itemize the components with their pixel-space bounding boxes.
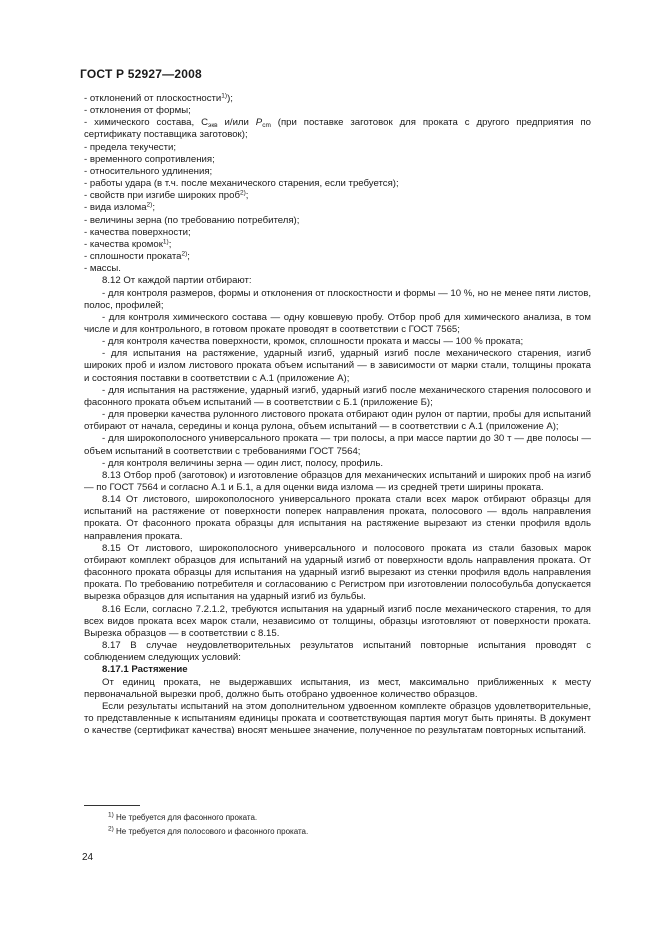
list-item: - для контроля размеров, формы и отклонения от плоскостности и формы — 10 %, но не менее пяти листов, полос, профилей; bbox=[84, 287, 591, 311]
section-heading: 8.17.1 Растяжение bbox=[102, 664, 188, 676]
list-item: - качества поверхности; bbox=[84, 226, 191, 238]
list-item: - для контроля качества поверхности, кромок, сплошности проката и массы — 100 % проката; bbox=[102, 336, 524, 348]
list-item: - временного сопротивления; bbox=[84, 153, 215, 165]
list-item: - работы удара (в т.ч. после механического старения, если требуется); bbox=[84, 178, 399, 190]
para-8-15: 8.15 От листового, широкополосного универсального и полосового проката из стали базовых марок отбирают комплект образцов для испытаний на ударный изгиб от поверхности вдоль направления проката. От фасонного проката образцы для испытания на ударный изгиб вырезают из стенки профиля вдоль направления проката. По требованию потребителя и согласованию с Регистром при изготовлении полособульба допускается вырезка образцов для испытания на ударный изгиб из бульбы. bbox=[84, 542, 591, 603]
list-item: - отклонений от плоскостности$^{1)}$); bbox=[84, 92, 233, 104]
list-item: - для широкополосного универсального проката — три полосы, а при массе партии до 30 т — две полосы — объем испытаний в соответствии с требованиями ГОСТ 7564; bbox=[84, 433, 591, 457]
footnote-2: $^{2)}$ Не требуется для полосового и фасонного проката. bbox=[108, 825, 309, 836]
footnote-divider bbox=[84, 805, 140, 806]
list-item: - для контроля химического состава — одну ковшевую пробу. Отбор проб для химического анализа, в том числе и для контрольного, в готовом прокате проводят в соответствии с ГОСТ 7565; bbox=[84, 311, 591, 335]
para-8-12: 8.12 От каждой партии отбирают: bbox=[102, 275, 252, 287]
para-8-16: 8.16 Если, согласно 7.2.1.2, требуются испытания на ударный изгиб после механического старения, то для всех видов проката всех марок стали, независимо от толщины, образцы изготовляют от поверхности проката. Вырезка образцов — в соответствии с 8.15. bbox=[84, 603, 591, 639]
para-8-17: 8.17 В случае неудовлетворительных результатов испытаний повторные испытания проводят с соблюдением следующих условий: bbox=[84, 640, 591, 664]
para-8-17-1-a: От единиц проката, не выдержавших испытания, из мест, максимально приближенных к месту первоначальной вырезки проб, должно быть отобрано удвоенное количество образцов. bbox=[84, 676, 591, 700]
list-item: - сплошности проката$^{2)}$; bbox=[84, 250, 190, 263]
document-body bbox=[84, 93, 591, 737]
page-number: 24 bbox=[82, 852, 94, 863]
para-8-14: 8.14 От листового, широкополосного универсального проката стали всех марок отбирают образцы для испытаний на растяжение от поверхности поперек направления проката, полосового — вдоль направления проката. От фасонного проката образцы для испытания на растяжение вырезают из стенки профиля вдоль направления проката. bbox=[84, 494, 591, 542]
list-item: - качества кромок$^{1)}$; bbox=[84, 238, 172, 250]
standard-header: ГОСТ Р 52927—2008 bbox=[80, 67, 202, 81]
para-8-17-1-b: Если результаты испытаний на этом дополнительном удвоенном комплекте образцов удовлетворительные, то представленные к испытаниям единицы проката и соответствующая партия могут быть приняты. В документ о качестве (сертификат качества) вносят меньшее значение, полученное по результатам повторных испытаний. bbox=[84, 700, 591, 737]
list-item: - для испытания на растяжение, ударный изгиб, ударный изгиб после механического старения, изгиб широких проб и излом листового проката объем испытаний — в зависимости от марки стали, толщины проката и состояния поставки в соответствии с А.1 (приложение А); bbox=[84, 348, 591, 384]
list-item: - массы. bbox=[84, 263, 121, 275]
list-item: - для проверки качества рулонного листового проката отбирают один рулон от партии, пробы для испытаний отбирают от начала, середины и конца рулона, объем испытаний — в соответствии с А.1 (приложение А); bbox=[84, 409, 591, 433]
footnote-1: $^{1)}$ Не требуется для фасонного проката. bbox=[108, 811, 258, 822]
list-item: - вида излома$^{2)}$; bbox=[84, 201, 155, 214]
para-8-13: 8.13 Отбор проб (заготовок) и изготовление образцов для механических испытаний и широких проб на изгиб — по ГОСТ 7564 и согласно А.1 и Б.1, а для оценки вида излома — из средней трети ширины проката. bbox=[84, 469, 591, 493]
list-item: - отклонения от формы; bbox=[84, 105, 191, 117]
list-item-chem: - химического состава, $С_{экв}$ и/или $Р_{cm}$ (при поставке заготовок для проката с другого предприятия по сертификату поставщика заготовок); bbox=[84, 117, 592, 141]
list-item: - для контроля величины зерна — один лист, полосу, профиль. bbox=[102, 457, 384, 469]
list-item: - для испытания на растяжение, ударный изгиб, ударный изгиб после механического старения полосового и фасонного проката объем испытаний — в соответствии с Б.1 (приложение Б); bbox=[84, 384, 591, 408]
list-item: - предела текучести; bbox=[84, 141, 177, 153]
list-item: - величины зерна (по требованию потребителя); bbox=[84, 214, 300, 226]
list-item: - свойств при изгибе широких проб$^{2)}$; bbox=[84, 189, 249, 202]
list-item: - относительного удлинения; bbox=[84, 165, 213, 177]
